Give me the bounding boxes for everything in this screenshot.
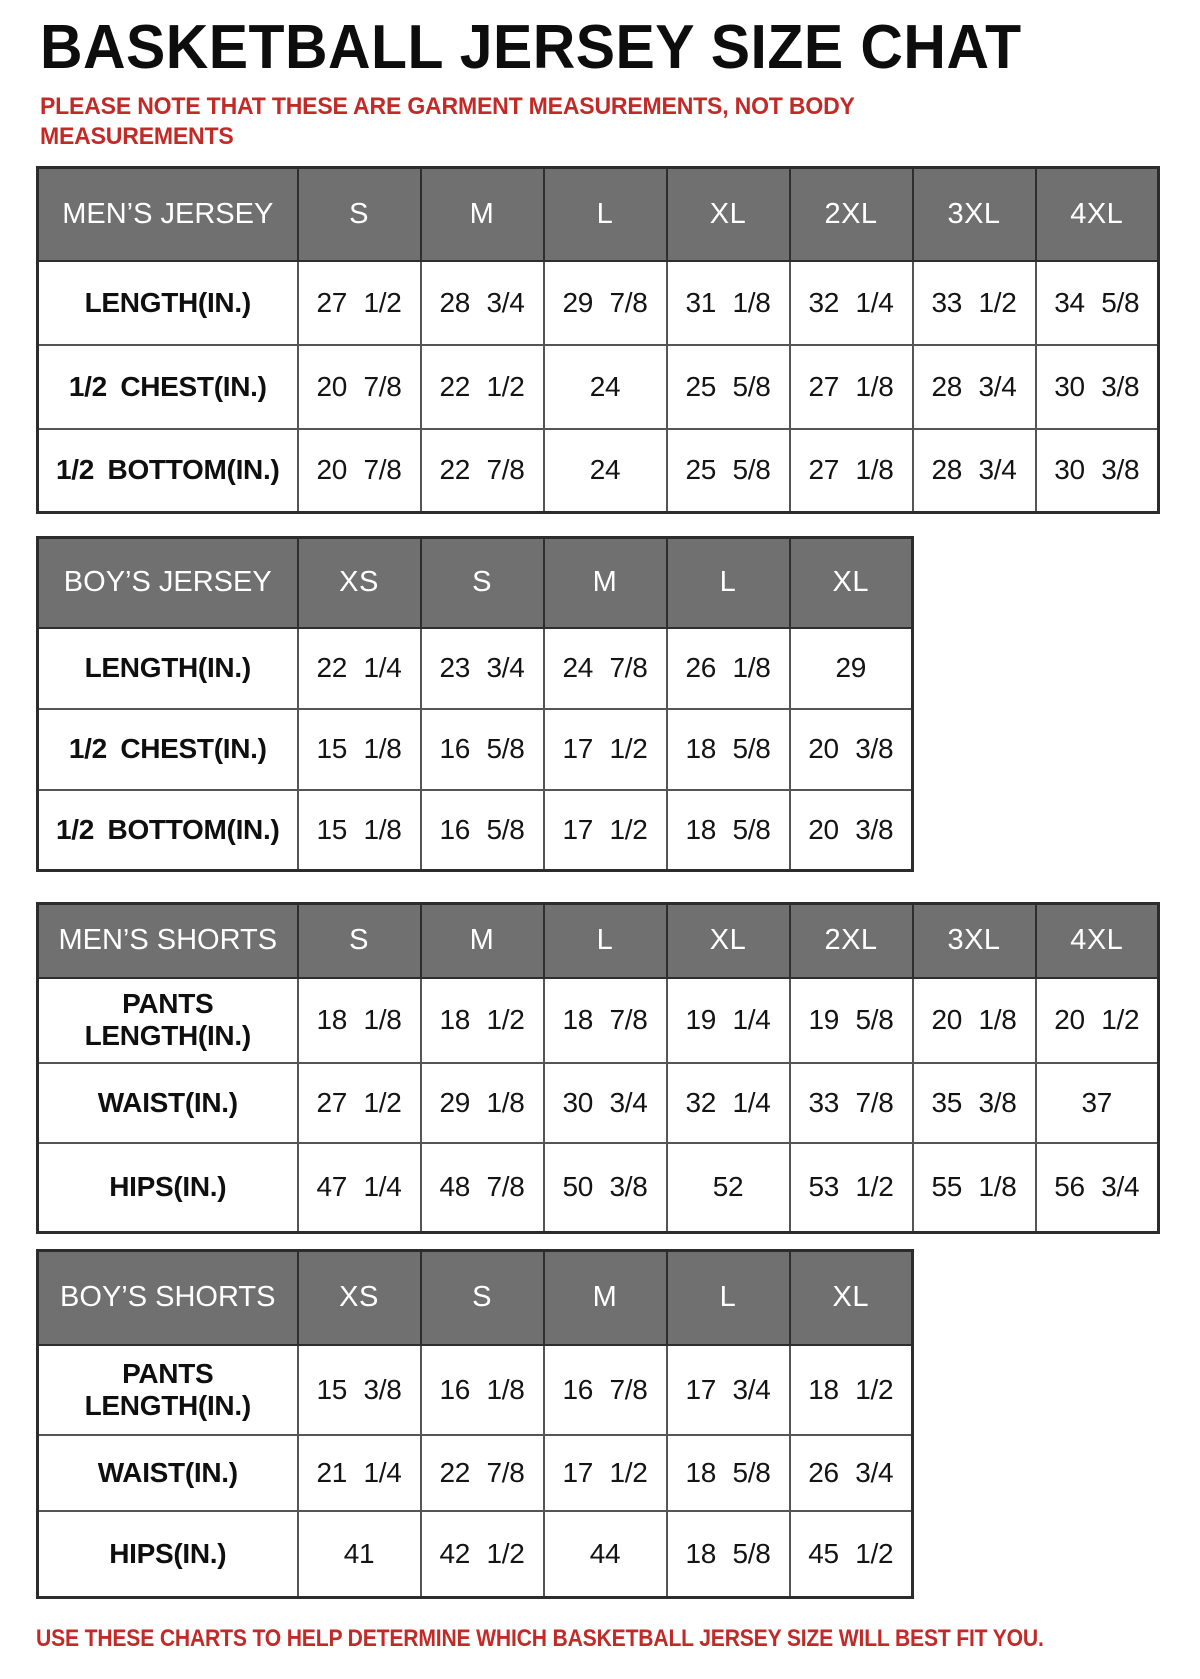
size-value-cell: 22 7/8 — [421, 429, 544, 513]
header-row — [38, 168, 1159, 261]
size-value-cell: 28 3/4 — [421, 261, 544, 345]
row-label-cell: 1/2 CHEST(IN.) — [38, 709, 298, 790]
size-value-cell: 27 1/2 — [298, 1063, 421, 1143]
size-value-cell: 27 1/2 — [298, 261, 421, 345]
table-title-cell: MEN’S JERSEY — [38, 168, 298, 261]
size-value-cell: 48 7/8 — [421, 1143, 544, 1233]
size-column-header: XS — [298, 1251, 421, 1345]
header-row — [38, 1251, 913, 1345]
size-value-cell: 27 1/8 — [790, 429, 913, 513]
size-value-cell: 25 5/8 — [667, 429, 790, 513]
size-value-cell: 18 1/2 — [790, 1345, 913, 1435]
size-value-cell: 20 7/8 — [298, 345, 421, 429]
size-value-cell: 18 5/8 — [667, 709, 790, 790]
size-value-cell: 15 1/8 — [298, 709, 421, 790]
size-value-cell: 21 1/4 — [298, 1435, 421, 1511]
size-value-cell: 19 1/4 — [667, 978, 790, 1063]
size-value-cell: 55 1/8 — [913, 1143, 1036, 1233]
size-value-cell: 26 3/4 — [790, 1435, 913, 1511]
size-column-header: 2XL — [790, 904, 913, 978]
measurement-row — [38, 1143, 1159, 1233]
size-value-cell: 26 1/8 — [667, 628, 790, 709]
size-value-cell: 20 1/2 — [1036, 978, 1159, 1063]
size-value-cell: 53 1/2 — [790, 1143, 913, 1233]
size-column-header: 3XL — [913, 904, 1036, 978]
row-label-cell: WAIST(IN.) — [38, 1063, 298, 1143]
size-column-header: M — [421, 904, 544, 978]
row-label-cell: LENGTH(IN.) — [38, 628, 298, 709]
size-value-cell: 30 3/8 — [1036, 429, 1159, 513]
size-value-cell: 33 1/2 — [913, 261, 1036, 345]
size-column-header: L — [544, 904, 667, 978]
size-value-cell: 30 3/4 — [544, 1063, 667, 1143]
size-value-cell: 44 — [544, 1511, 667, 1598]
size-value-cell: 45 1/2 — [790, 1511, 913, 1598]
size-value-cell: 17 3/4 — [667, 1345, 790, 1435]
size-value-cell: 52 — [667, 1143, 790, 1233]
size-value-cell: 20 3/8 — [790, 790, 913, 871]
size-value-cell: 47 1/4 — [298, 1143, 421, 1233]
size-value-cell: 33 7/8 — [790, 1063, 913, 1143]
row-label-cell: 1/2 BOTTOM(IN.) — [38, 429, 298, 513]
size-value-cell: 56 3/4 — [1036, 1143, 1159, 1233]
row-label-cell: PANTS LENGTH(IN.) — [38, 1345, 298, 1435]
page-title: BASKETBALL JERSEY SIZE CHAT — [40, 13, 1022, 82]
size-value-cell: 18 1/2 — [421, 978, 544, 1063]
size-value-cell: 28 3/4 — [913, 429, 1036, 513]
size-column-header: L — [667, 1251, 790, 1345]
size-value-cell: 18 5/8 — [667, 1511, 790, 1598]
size-value-cell: 22 1/4 — [298, 628, 421, 709]
table-title-cell: BOY’S JERSEY — [38, 538, 298, 628]
size-value-cell: 29 — [790, 628, 913, 709]
size-value-cell: 19 5/8 — [790, 978, 913, 1063]
size-value-cell: 28 3/4 — [913, 345, 1036, 429]
size-column-header: M — [421, 168, 544, 261]
row-label-cell: 1/2 CHEST(IN.) — [38, 345, 298, 429]
size-value-cell: 35 3/8 — [913, 1063, 1036, 1143]
row-label-cell: 1/2 BOTTOM(IN.) — [38, 790, 298, 871]
size-value-cell: 17 1/2 — [544, 790, 667, 871]
row-label-cell: LENGTH(IN.) — [38, 261, 298, 345]
row-label-cell: HIPS(IN.) — [38, 1511, 298, 1598]
measurement-row — [38, 978, 1159, 1063]
size-column-header: XS — [298, 538, 421, 628]
measurement-row — [38, 790, 913, 871]
size-column-header: XL — [667, 904, 790, 978]
size-value-cell: 18 5/8 — [667, 790, 790, 871]
size-tables — [36, 166, 1200, 1599]
size-value-cell: 29 7/8 — [544, 261, 667, 345]
size-value-cell: 22 1/2 — [421, 345, 544, 429]
header-row — [38, 538, 913, 628]
size-value-cell: 16 7/8 — [544, 1345, 667, 1435]
size-value-cell: 18 1/8 — [298, 978, 421, 1063]
size-value-cell: 20 1/8 — [913, 978, 1036, 1063]
garment-measurement-note-line1: PLEASE NOTE THAT THESE ARE GARMENT MEASUREMENTS, NOT BODY — [40, 93, 855, 120]
measurement-row — [38, 429, 1159, 513]
size-value-cell: 32 1/4 — [667, 1063, 790, 1143]
fit-advice-note: USE THESE CHARTS TO HELP DETERMINE WHICH BASKETBALL JERSEY SIZE WILL BEST FIT YOU. — [36, 1625, 1044, 1652]
header-row — [38, 904, 1159, 978]
measurement-row — [38, 628, 913, 709]
size-column-header: M — [544, 1251, 667, 1345]
table-title-cell: MEN’S SHORTS — [38, 904, 298, 978]
size-value-cell: 20 3/8 — [790, 709, 913, 790]
garment-measurement-note — [40, 92, 1154, 152]
size-value-cell: 15 3/8 — [298, 1345, 421, 1435]
size-value-cell: 20 7/8 — [298, 429, 421, 513]
measurement-row — [38, 345, 1159, 429]
size-column-header: 2XL — [790, 168, 913, 261]
size-column-header: L — [667, 538, 790, 628]
size-value-cell: 16 1/8 — [421, 1345, 544, 1435]
row-label-cell: PANTS LENGTH(IN.) — [38, 978, 298, 1063]
table-mens-jersey — [36, 166, 1160, 514]
size-value-cell: 22 7/8 — [421, 1435, 544, 1511]
size-value-cell: 30 3/8 — [1036, 345, 1159, 429]
measurement-row — [38, 1345, 913, 1435]
size-value-cell: 32 1/4 — [790, 261, 913, 345]
size-value-cell: 16 5/8 — [421, 790, 544, 871]
size-value-cell: 16 5/8 — [421, 709, 544, 790]
size-value-cell: 17 1/2 — [544, 1435, 667, 1511]
size-value-cell: 41 — [298, 1511, 421, 1598]
size-column-header: XL — [667, 168, 790, 261]
measurement-row — [38, 709, 913, 790]
garment-measurement-note-line2: MEASUREMENTS — [40, 123, 234, 150]
size-value-cell: 34 5/8 — [1036, 261, 1159, 345]
table-boys-jersey — [36, 536, 914, 872]
size-column-header: 4XL — [1036, 168, 1159, 261]
size-value-cell: 27 1/8 — [790, 345, 913, 429]
size-value-cell: 23 3/4 — [421, 628, 544, 709]
size-value-cell: 29 1/8 — [421, 1063, 544, 1143]
table-title-cell: BOY’S SHORTS — [38, 1251, 298, 1345]
size-value-cell: 50 3/8 — [544, 1143, 667, 1233]
size-column-header: S — [298, 904, 421, 978]
measurement-row — [38, 1063, 1159, 1143]
table-mens-shorts — [36, 902, 1160, 1234]
size-value-cell: 18 7/8 — [544, 978, 667, 1063]
size-column-header: L — [544, 168, 667, 261]
size-value-cell: 24 — [544, 345, 667, 429]
row-label-cell: HIPS(IN.) — [38, 1143, 298, 1233]
size-column-header: XL — [790, 1251, 913, 1345]
size-column-header: S — [298, 168, 421, 261]
measurement-row — [38, 1511, 913, 1598]
size-column-header: M — [544, 538, 667, 628]
size-column-header: S — [421, 538, 544, 628]
size-value-cell: 25 5/8 — [667, 345, 790, 429]
size-value-cell: 31 1/8 — [667, 261, 790, 345]
size-value-cell: 15 1/8 — [298, 790, 421, 871]
size-column-header: XL — [790, 538, 913, 628]
size-value-cell: 42 1/2 — [421, 1511, 544, 1598]
table-boys-shorts — [36, 1249, 914, 1599]
size-value-cell: 37 — [1036, 1063, 1159, 1143]
size-column-header: 3XL — [913, 168, 1036, 261]
size-value-cell: 17 1/2 — [544, 709, 667, 790]
measurement-row — [38, 261, 1159, 345]
size-value-cell: 18 5/8 — [667, 1435, 790, 1511]
measurement-row — [38, 1435, 913, 1511]
row-label-cell: WAIST(IN.) — [38, 1435, 298, 1511]
size-value-cell: 24 — [544, 429, 667, 513]
size-value-cell: 24 7/8 — [544, 628, 667, 709]
size-column-header: S — [421, 1251, 544, 1345]
size-column-header: 4XL — [1036, 904, 1159, 978]
